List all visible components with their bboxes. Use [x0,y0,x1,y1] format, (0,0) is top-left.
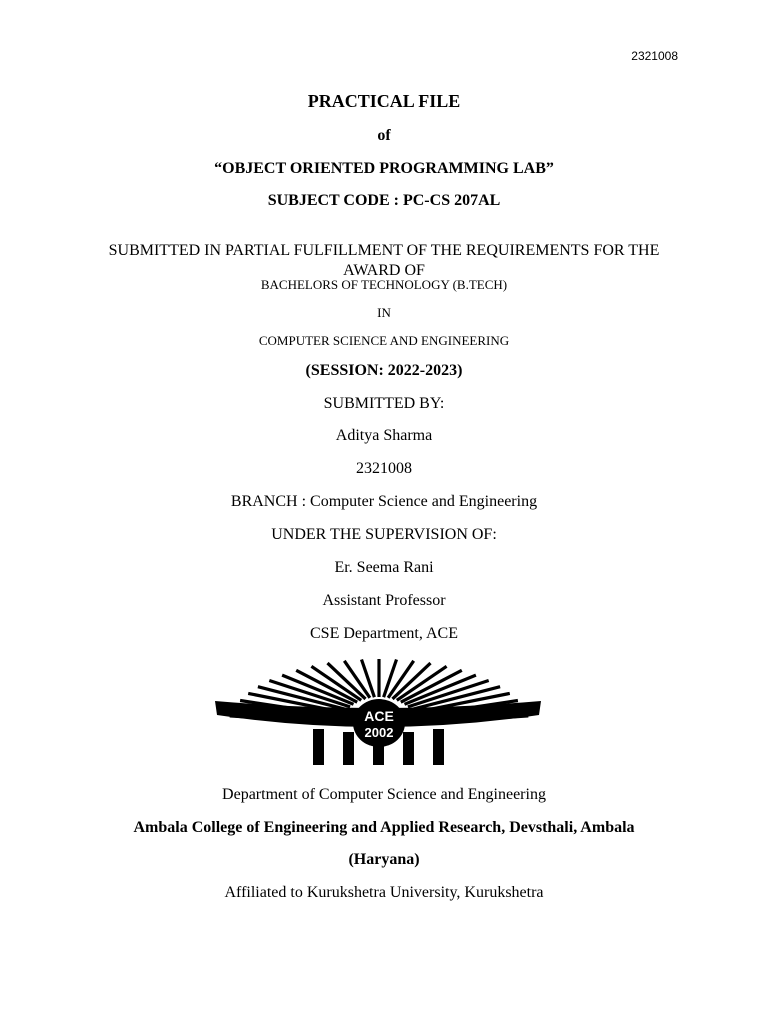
award-statement: SUBMITTED IN PARTIAL FULFILLMENT OF THE REQUIREMENTS FOR THE AWARD OF [108,242,660,279]
logo-text-year: 2002 [364,725,394,740]
of-text: of [377,127,391,144]
header-roll-number: 2321008 [631,49,678,63]
logo-ray [362,660,375,698]
supervision-heading: UNDER THE SUPERVISION OF: [271,526,497,543]
college-name: Ambala College of Engineering and Applied Research, Devsthali, Ambala [133,819,635,836]
in-text: IN [377,305,391,320]
discipline-name: COMPUTER SCIENCE AND ENGINEERING [258,333,510,348]
student-name: Aditya Sharma [335,427,433,444]
supervisor-name: Er. Seema Rani [334,559,434,576]
branch: BRANCH : Computer Science and Engineering [230,493,538,510]
logo-text-ace: ACE [364,708,394,724]
affiliation: Affiliated to Kurukshetra University, Kurukshetra [224,884,544,901]
session: (SESSION: 2022-2023) [305,362,463,379]
practical-file-title: PRACTICAL FILE [307,91,461,111]
footer-department: Department of Computer Science and Engineering [222,786,546,803]
degree-name: BACHELORS OF TECHNOLOGY (B.TECH) [260,277,508,292]
student-roll-number: 2321008 [356,460,412,477]
lab-name: “OBJECT ORIENTED PROGRAMMING LAB” [214,160,554,177]
submitted-by-heading: SUBMITTED BY: [323,395,445,412]
college-logo [213,657,543,769]
subject-code: SUBJECT CODE : PC-CS 207AL [267,192,501,209]
supervisor-designation: Assistant Professor [322,592,446,609]
logo-ray [384,660,397,698]
college-state: (Haryana) [348,851,420,868]
supervisor-department: CSE Department, ACE [310,625,458,642]
